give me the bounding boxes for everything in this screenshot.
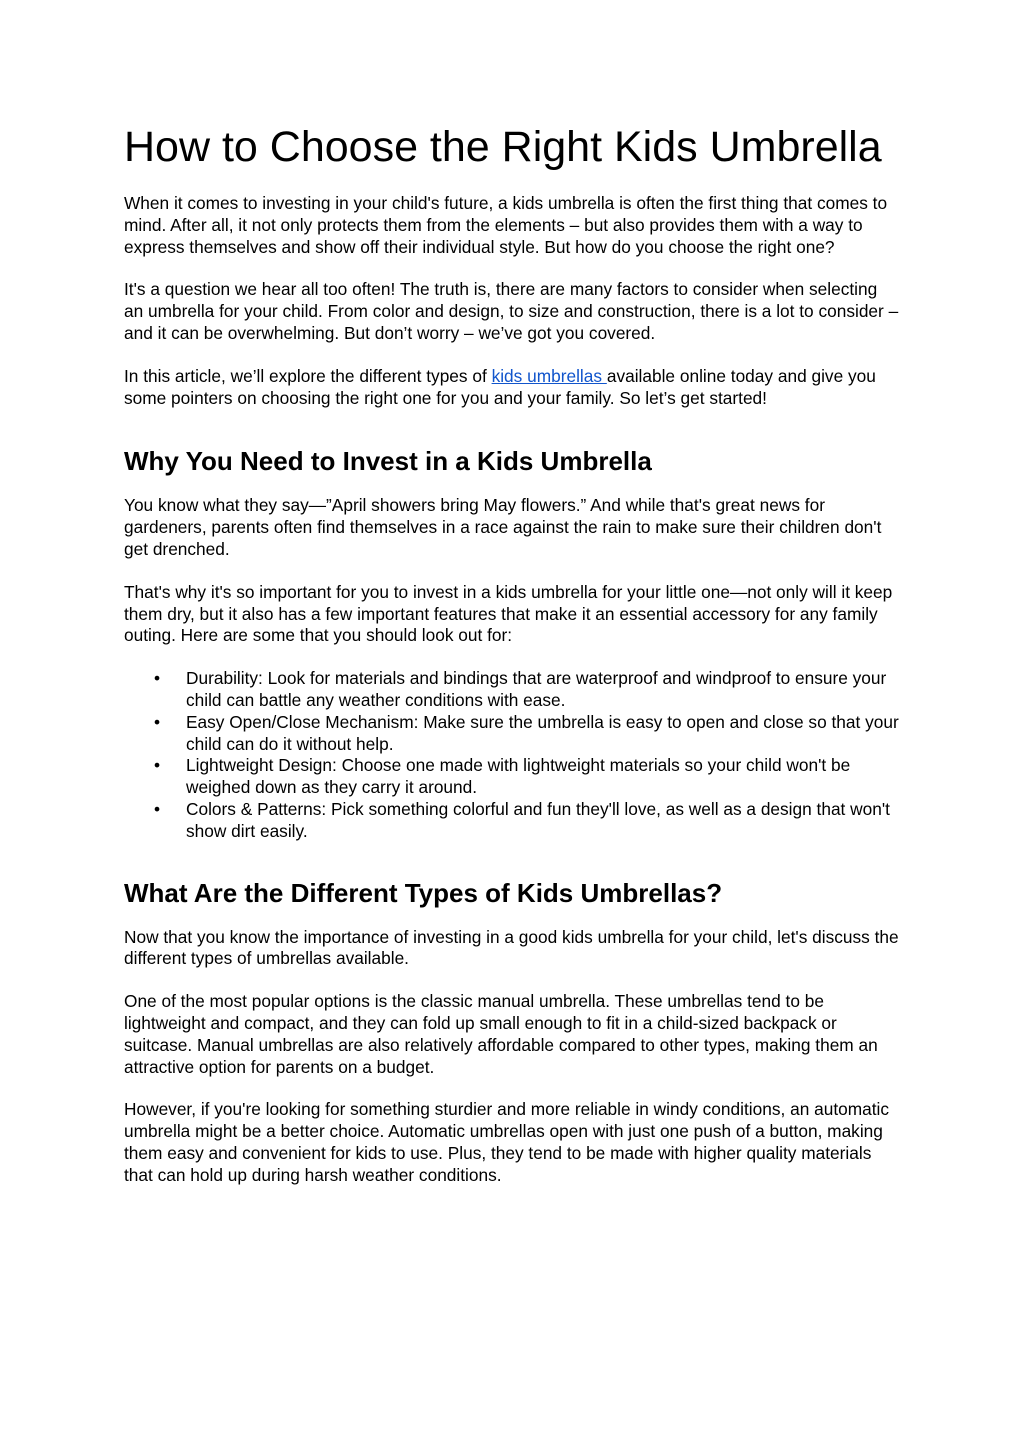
list-item-text: Durability: Look for materials and bindings that are waterproof and windproof to ensure your child can battle any weather conditions with ease. xyxy=(186,668,887,710)
list-item-text: Easy Open/Close Mechanism: Make sure the umbrella is easy to open and close so that your child can do it without help. xyxy=(186,711,899,754)
list-item-text: Colors & Patterns: Pick something colorful and fun they'll love, as well as a design that won't show dirt easily. xyxy=(186,798,890,841)
intro-paragraph-1: When it comes to investing in your child's future, a kids umbrella is often the first thing that comes to mind. After all, it not only protects them from the elements – but also provides them with a way to express themselves and show off their individual style. But how do you choose the right one? xyxy=(124,193,888,257)
intro-paragraph-3-end: available online today and give you some pointers on choosing the right one for you and your family. So let’s get started! xyxy=(124,365,876,408)
bullet-icon: • xyxy=(154,755,161,776)
section1-paragraph-2: That's why it's so important for you to invest in a kids umbrella for your little one—not only will it keep them dry, but it also has a few important features that make it an essential accessory for any family outing. Here are some that you should look out for: xyxy=(124,581,893,646)
intro-paragraph-3 xyxy=(124,366,900,410)
document-page xyxy=(124,122,900,1208)
list-item xyxy=(124,755,900,799)
list-item xyxy=(124,668,900,712)
intro-paragraph-2: It's a question we hear all too often! The truth is, there are many factors to consider when selecting an umbrella for your child. From color and design, to size and construction, there is a lot to consider – and it can be overwhelming. But don’t worry – we’ve got you covered. xyxy=(124,279,899,343)
section-heading-why-invest: Why You Need to Invest in a Kids Umbrella xyxy=(124,446,652,477)
page-title: How to Choose the Right Kids Umbrella xyxy=(124,123,882,171)
section1-paragraph-1: You know what they say—”April showers bring May flowers.” And while that's great news for gardeners, parents often find themselves in a race against the rain to make sure their children don't get drenched. xyxy=(124,495,882,559)
features-list xyxy=(124,668,900,842)
bullet-icon: • xyxy=(154,668,161,689)
section2-paragraph-2: One of the most popular options is the classic manual umbrella. These umbrellas tend to be lightweight and compact, and they can fold up small enough to fit in a child-sized backpack or suitcase. Manual umbrellas are also relatively affordable compared to other types, making them an attractive option for parents on a budget. xyxy=(124,991,878,1077)
bullet-icon: • xyxy=(154,711,161,732)
intro-paragraph-3-start: In this article, we’ll explore the different types of xyxy=(124,365,492,386)
section2-paragraph-1: Now that you know the importance of investing in a good kids umbrella for your child, let's discuss the different types of umbrellas available. xyxy=(124,926,899,969)
kids-umbrellas-link[interactable]: kids umbrellas xyxy=(491,365,607,386)
section-heading-types: What Are the Different Types of Kids Umbrellas? xyxy=(124,877,723,908)
list-item xyxy=(124,799,900,843)
section2-paragraph-3: However, if you're looking for something sturdier and more reliable in windy conditions, an automatic umbrella might be a better choice. Automatic umbrellas open with just one push of a button, making them easy and convenient for kids to use. Plus, they tend to be made with higher quality materials that can hold up during harsh weather conditions. xyxy=(124,1099,890,1185)
list-item xyxy=(124,712,900,756)
bullet-icon: • xyxy=(154,798,161,819)
list-item-text: Lightweight Design: Choose one made with lightweight materials so your child won't be weighed down as they carry it around. xyxy=(186,755,851,798)
